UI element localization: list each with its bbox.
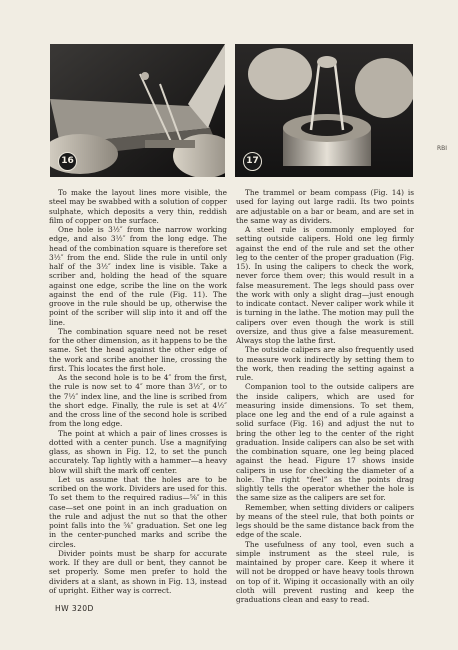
paragraph: One hole is 3½″ from the narrow working edge, and also 3½″ from the long edge. The head of the combination square is therefore set 3½″ from the end. Slide the rule in until only half of the 3½″ index line is visible. Take a scriber and, holding the head of the square against one edge, scribe the line on the work against the end of the rule (Fig. 11). The groove in the rule should be up, otherwise the point of the scriber will slip into it and off the line. [49, 225, 227, 327]
paragraph: Let us assume that the holes are to be scribed on the work. Dividers are used for this. To set them to the required radius—⅝″ in this case—set one point in an inch graduation on the rule and adjust the nut so that the other point falls into the ⅝″ graduation. Set one leg in the center-punched marks and scribe the circles. [49, 474, 227, 549]
paragraph: As the second hole is to be 4″ from the first, the rule is now set to 4″ more than 3½″, or to the 7½″ index line, and the line is scribed from the short edge. Finally, the rule is set at 4½″ and the cross line of the second hole is scribed from the long edge. [49, 373, 227, 429]
paragraph: The point at which a pair of lines crosses is dotted with a center punch. Use a magnifying glass, as shown in Fig. 12, to set the punch accurately. Tap lightly with a hammer—a heavy blow will shift the mark off center. [49, 428, 227, 475]
side-tab-label: RBI [437, 145, 448, 152]
paragraph: The outside calipers are also frequently used to measure work indirectly by setting them to the work, then reading the setting against a rule. [236, 345, 414, 382]
right-text-column [236, 188, 414, 604]
document-code: HW 320D [55, 604, 94, 613]
paragraph: The combination square need not be reset for the other dimension, as it happens to be the same. Set the head against the other edge of the work and scribe another line, crossing the first. This locates the first hole. [49, 326, 227, 373]
inside-calipers-in-hole-image [235, 44, 413, 177]
paragraph: The usefulness of any tool, even such a simple instrument as the steel rule, is maintained by proper care. Keep it where it will not be dropped or have heavy tools thrown on top of it. Wiping it occasionally with an oily cloth will prevent rusting and keep the graduations clean and easy to read. [236, 539, 414, 604]
left-text-column [49, 188, 227, 595]
paragraph: To make the layout lines more visible, the steel may be swabbed with a solution of copper sulphate, which deposits a very thin, reddish film of copper on the surface. [49, 188, 227, 225]
paragraph: The trammel or beam compass (Fig. 14) is used for laying out large radii. Its two points are adjustable on a bar or beam, and are set in the same way as dividers. [236, 188, 414, 225]
paragraph: Remember, when setting dividers or calipers by means of the steel rule, that both points or legs should be the same distance back from the edge of the scale. [236, 502, 414, 540]
figure-number-badge: 17 [243, 152, 262, 171]
paragraph: Companion tool to the outside calipers are the inside calipers, which are used for measuring inside dimensions. To set them, place one leg and the end of a rule against a solid surface (Fig. 16) and adjust the nut to bring the other leg to the center of the right graduation. Inside calipers can also be set with the combination square, one leg being placed against the head. Figure 17 shows inside calipers in use for checking the diameter of a hole. The right “feel” as the points drag slightly tells the operator whether the hole is the same size as the calipers are set for. [236, 382, 414, 503]
figure-number-badge: 16 [58, 152, 77, 171]
figure-16-photo [50, 44, 225, 177]
paragraph: Divider points must be sharp for accurate work. If they are dull or bent, they cannot be set properly. Some men prefer to hold the dividers at a slant, as shown in Fig. 13, instead of upright. Either way is correct. [49, 548, 227, 595]
figure-17-photo [235, 44, 413, 177]
paragraph: A steel rule is commonly employed for setting outside calipers. Hold one leg firmly against the end of the rule and set the other leg to the center of the proper graduation (Fig. 15). In using the calipers to check the work, never force them over; this would result in a false measurement. The legs should pass over the work with only a slight drag—just enough to indicate contact. Never caliper work while it is turning in the lathe. The motion may pull the calipers over even though the work is still oversize, and thus give a false measurement. Always stop the lathe first. [236, 225, 414, 345]
